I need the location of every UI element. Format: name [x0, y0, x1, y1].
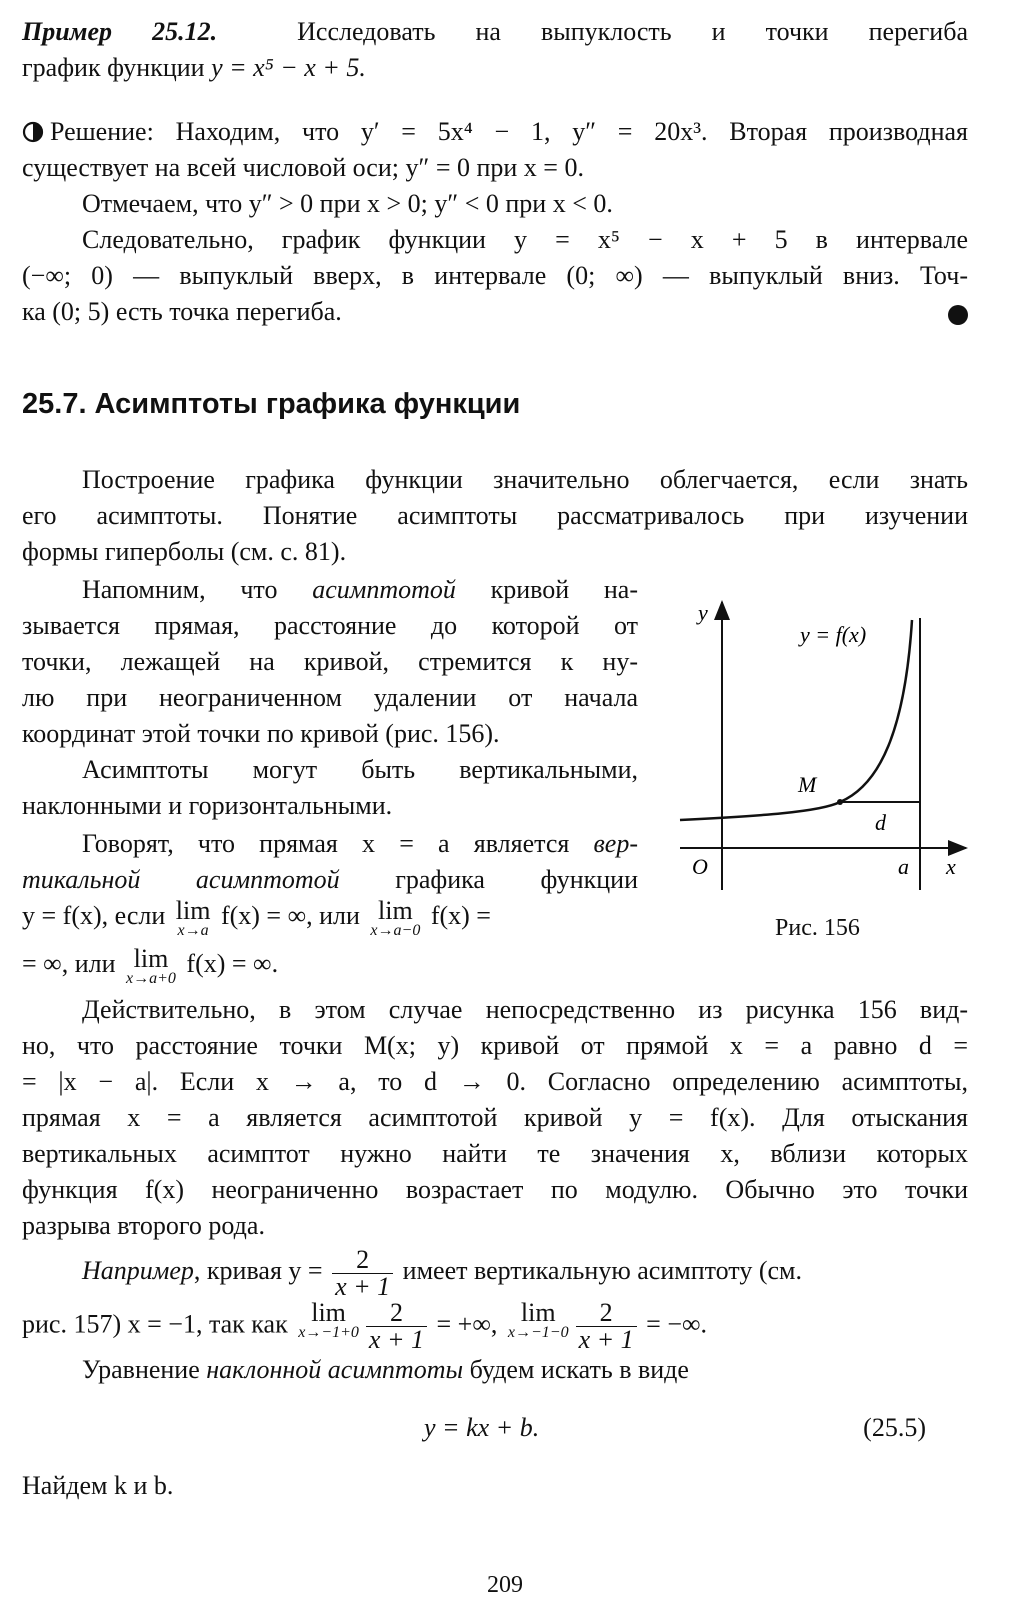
limit-expression: lim x→−1+0	[298, 1298, 359, 1341]
para2-line: лю при неограниченном удалении от начала	[22, 683, 638, 712]
para5-line: разрыва второго рода.	[22, 1211, 265, 1240]
para4-line-limits: y = f(x), если lim x→a f(x) = ∞, или lim x→a−0 f(x) =	[22, 896, 491, 939]
para2-line: точки, лежащей на кривой, стремится к ну-	[22, 647, 638, 676]
para4-line: Говорят, что прямая x = a является вер-	[82, 829, 638, 858]
para5-line: Действительно, в этом случае непосредственно из рисунка 156 вид-	[82, 995, 968, 1024]
figure-caption: Рис. 156	[775, 915, 860, 941]
para2-line: зывается прямая, расстояние до которой от	[22, 611, 638, 640]
para2-line: Напомним, что асимптотой кривой на-	[82, 575, 638, 604]
paragraph-6	[22, 1242, 968, 1354]
para5-line: функция f(x) неограниченно возрастает по модулю. Обычно это точки	[22, 1175, 968, 1204]
final-line	[22, 1468, 968, 1504]
final-text: Найдем k и b.	[22, 1471, 174, 1500]
fraction: $\frac{2}{x + 1}$	[366, 1300, 427, 1353]
para1-line: Построение графика функции значительно облегчается, если знать	[82, 465, 968, 494]
para3-line: наклонными и горизонтальными.	[22, 791, 393, 820]
solution-line-5: (−∞; 0) — выпуклый вверх, в интервале (0; ∞) — выпуклый вниз. Точ-	[22, 261, 968, 290]
limit-expression: lim x→−1−0	[507, 1298, 569, 1341]
figure-156	[670, 590, 970, 910]
example-block	[22, 14, 968, 86]
end-of-proof-dot	[948, 305, 968, 325]
para3-line: Асимптоты могут быть вертикальными,	[82, 755, 638, 784]
example-line-1: Пример 25.12. Исследовать на выпуклость и точки перегиба	[22, 17, 968, 46]
section-title: 25.7. Асимптоты графика функции	[22, 388, 521, 420]
solution-line-6: ка (0; 5) есть точка перегиба.	[22, 297, 342, 326]
para5-line: = |x − a|. Если x → a, то d → 0. Согласно определению асимптоты,	[22, 1067, 968, 1096]
para1-line: его асимптоты. Понятие асимптоты рассматривалось при изучении	[22, 501, 968, 530]
curve-label: y = f(x)	[800, 622, 867, 647]
function-curve	[680, 620, 912, 820]
limit-expression: lim x→a	[175, 896, 211, 939]
page-number: 209	[487, 1572, 523, 1598]
example-label: Пример 25.12.	[22, 17, 218, 46]
para5-line: но, что расстояние точки M(x; y) кривой от прямой x = a равно d =	[22, 1031, 968, 1060]
para4-line-limits: = ∞, или lim x→a+0 f(x) = ∞.	[22, 944, 279, 987]
d-label: d	[875, 810, 886, 835]
para7-line: Уравнение наклонной асимптоты будем искать в виде	[82, 1355, 689, 1384]
equation-row	[22, 1410, 968, 1446]
solution-line-3: Отмечаем, что y″ > 0 при x > 0; y″ < 0 при x < 0.	[82, 189, 613, 218]
origin-label: O	[692, 854, 708, 879]
limit-expression: lim x→a+0	[126, 944, 176, 987]
para6-line-1: Например, кривая y = $\frac{2}{x + 1}$ имеет вертикальную асимптоту (см.	[82, 1244, 802, 1301]
paragraph-7	[22, 1352, 968, 1388]
paragraph-5	[22, 992, 968, 1244]
half-circle-icon	[22, 121, 44, 143]
paragraph-4	[22, 826, 638, 994]
para6-line-2: рис. 157) x = −1, так как lim x→−1+0 $\frac{2}{x + 1}$ = +∞, lim x→−1−0 $\frac{2}{x + 1}$ = −∞.	[22, 1298, 708, 1354]
paragraph-2	[22, 572, 638, 752]
a-label: a	[898, 854, 909, 879]
solution-line-2: существует на всей числовой оси; y″ = 0 при x = 0.	[22, 153, 584, 182]
para5-line: прямая x = a является асимптотой кривой y = f(x). Для отыскания	[22, 1103, 968, 1132]
equation-number: (25.5)	[863, 1413, 926, 1442]
paragraph-3	[22, 752, 638, 824]
limit-expression: lim x→a−0	[370, 896, 421, 939]
para4-line: тикальной асимптотой графика функции	[22, 865, 639, 894]
paragraph-1	[22, 462, 968, 570]
x-axis-label: x	[946, 854, 956, 879]
fraction: $\frac{2}{x + 1}$	[332, 1247, 393, 1300]
solution-line-4: Следовательно, график функции y = x⁵ − x + 5 в интервале	[82, 225, 968, 254]
M-label: M	[798, 772, 817, 797]
solution-line-1: Решение: Находим, что y′ = 5x⁴ − 1, y″ = 20x³. Вторая производная	[22, 114, 968, 150]
y-axis-label: y	[698, 600, 708, 625]
para5-line: вертикальных асимптот нужно найти те значения x, вблизи которых	[22, 1139, 968, 1168]
equation-formula: y = kx + b.	[424, 1413, 540, 1442]
para1-line: формы гиперболы (см. с. 81).	[22, 537, 347, 566]
example-line-2: график функции y = x⁵ − x + 5.	[22, 53, 366, 82]
fraction: $\frac{2}{x + 1}$	[576, 1300, 637, 1353]
solution-block	[22, 114, 968, 330]
para2-line: координат этой точки по кривой (рис. 156).	[22, 719, 500, 748]
